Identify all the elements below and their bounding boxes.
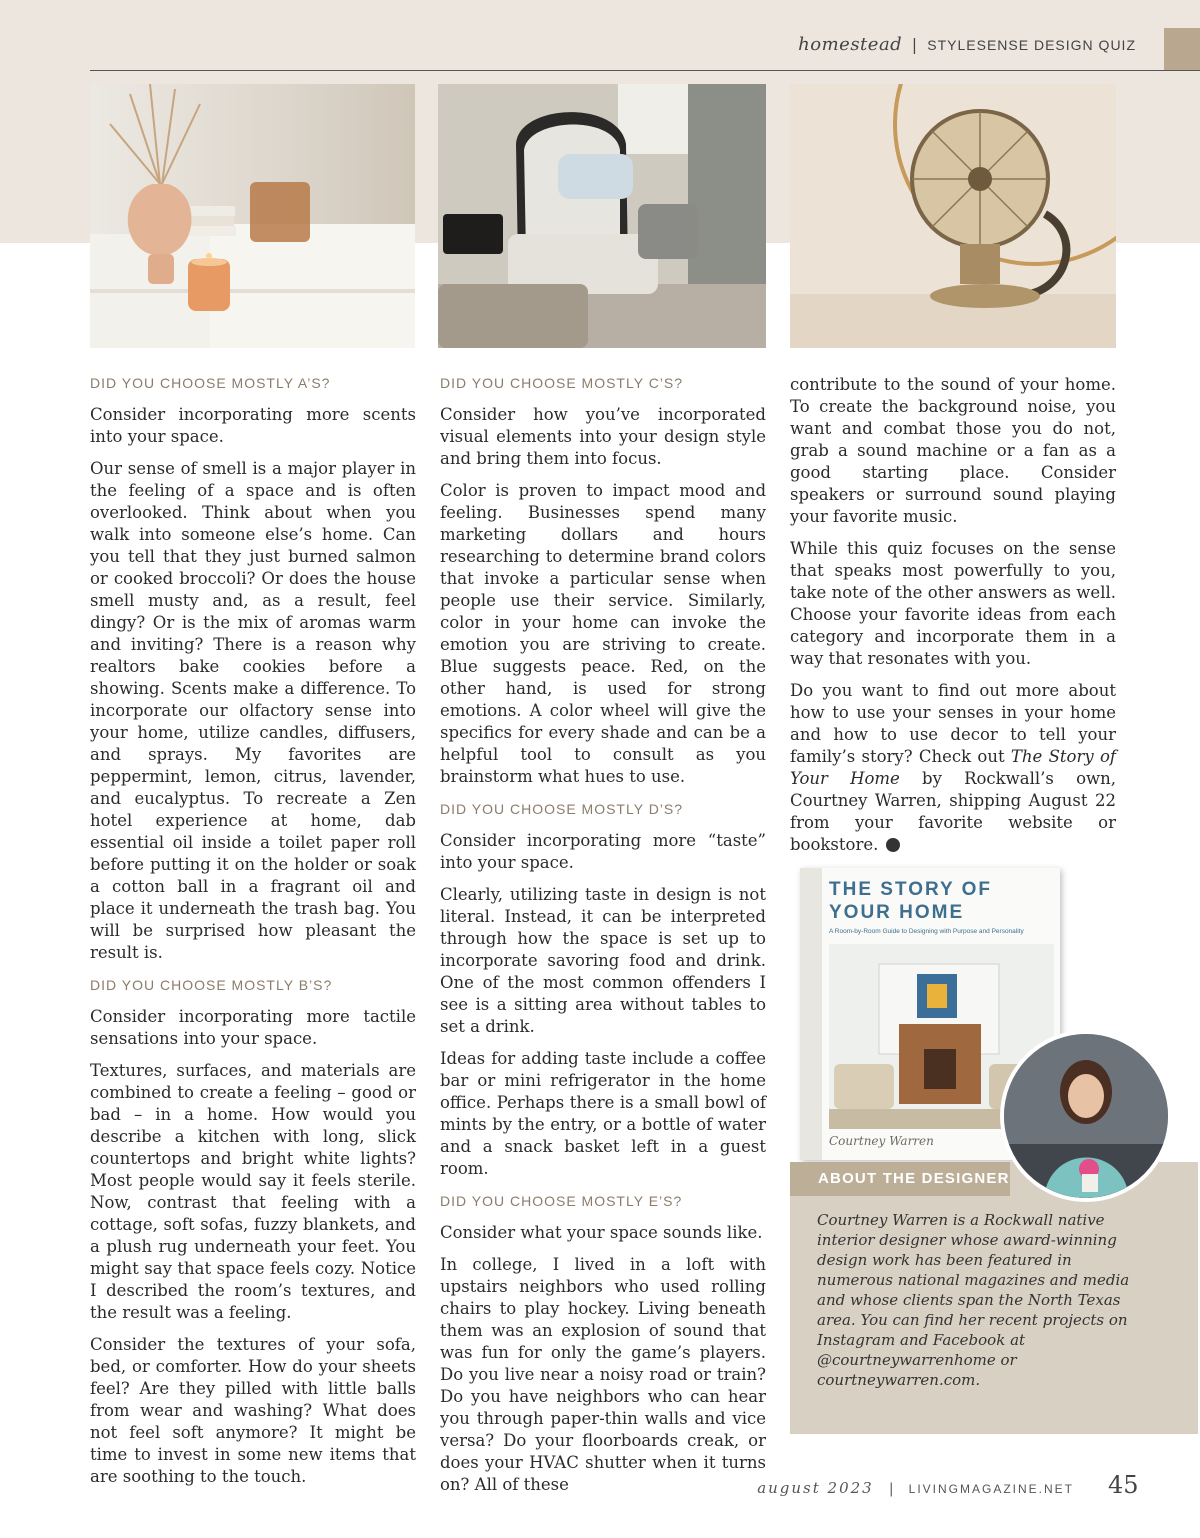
about-designer-label xyxy=(790,1162,1010,1196)
book-cover-author: Courtney Warren xyxy=(829,1134,934,1148)
running-header xyxy=(798,34,1136,55)
column-3 xyxy=(790,374,1116,866)
heading-mostly-d: DID YOU CHOOSE MOSTLY D’S? xyxy=(440,801,684,817)
end-mark-icon xyxy=(886,838,900,852)
paragraph: Consider incorporating more scents into your space. xyxy=(90,405,416,446)
heading-mostly-a: DID YOU CHOOSE MOSTLY A’S? xyxy=(90,375,331,391)
paragraph: In college, I lived in a loft with upstairs neighbors who used rolling chairs to play hockey. Living beneath them was an explosion of sound that was fun for only the game’s players. Do you live near a noisy road or train? Do you have neighbors who can hear you through paper-thin walls and vice versa? Do your floorboards creak, or does your HVAC shutter when it turns on? All of these xyxy=(440,1255,766,1494)
heading-mostly-c: DID YOU CHOOSE MOSTLY C’S? xyxy=(440,375,684,391)
heading-mostly-e: DID YOU CHOOSE MOSTLY E’S? xyxy=(440,1193,683,1209)
header-rule xyxy=(90,70,1200,71)
armchair-photo xyxy=(438,84,766,348)
paragraph: Clearly, utilizing taste in design is not literal. Instead, it can be interpreted through how the space is set up to incorporate savoring food and drink. One of the most common offenders I see is a sitting area without tables to set a drink. xyxy=(440,885,766,1036)
issue-date: august 2023 xyxy=(757,1479,874,1497)
magazine-brand: homestead xyxy=(798,34,903,55)
paragraph: Textures, surfaces, and materials are combined to create a feeling – good or bad – in a home. How would you describe a kitchen with long, slick countertops and bright white lights? Most people would say it feels sterile. Now, contrast that feeling with a cottage, soft sofas, fuzzy blankets, and a plush rug underneath your feet. You might say that space feels cozy. Notice I described the room’s textures, and the result was a feeling. xyxy=(90,1061,416,1322)
header-tab xyxy=(1164,28,1200,70)
paragraph-text: Do you want to find out more about how to use your senses in your home and how to use decor to tell your family’s story? Check out xyxy=(790,681,1116,766)
paragraph: Ideas for adding taste include a coffee bar or mini refrigerator in the home office. Perhaps there is a small bowl of mints by the entry, or a bottle of water and a snack basket left in a guest room. xyxy=(440,1049,766,1178)
paragraph: Consider the textures of your sofa, bed, or comforter. How do your sheets feel? Are they pilled with little balls from wear and washing? What does not feel soft anymore? It might be time to invest in some new items that are soothing to the touch. xyxy=(90,1335,416,1486)
paragraph: Color is proven to impact mood and feeling. Businesses spend many marketing dollars and hours researching to determine brand colors that invoke a particular sense when people use their service. Similarly, color in your home can invoke the emotion you are striving to create. Blue suggests peace. Red, on the other hand, is used for strong emotions. A color wheel will give the specifics for every shade and can be a helpful tool to consult as you brainstorm what hues to use. xyxy=(440,481,766,786)
section-title: STYLESENSE DESIGN QUIZ xyxy=(927,37,1136,53)
book-spine xyxy=(800,868,822,1160)
designer-portrait xyxy=(1000,1030,1172,1202)
column-1 xyxy=(90,372,416,1498)
column-2 xyxy=(440,372,766,1506)
paragraph-text: by Rockwall’s own, Courtney Warren, shipping August 22 from your favorite website or bookstore. xyxy=(790,769,1116,854)
desk-fan-photo xyxy=(790,84,1116,348)
designer-bio: Courtney Warren is a Rockwall native interior designer whose award-winning design work has been featured in numerous national magazines and media and whose clients span the North Texas area. You can find her recent projects on Instagram and Facebook at @courtneywarrenhome or courtneywarren.com. xyxy=(817,1211,1130,1389)
paragraph: Our sense of smell is a major player in the feeling of a space and is often overlooked. Think about when you walk into someone else’s home. Can you tell that they just burned salmon or cooked broccoli? Or does the house smell musty and, as a result, feel dingy? Or is the mix of aromas warm and inviting? There is a reason why realtors bake cookies before a showing. Scents make a difference. To incorporate our olfactory sense into your home, utilize candles, diffusers, and sprays. My favorites are peppermint, lemon, citrus, lavender, and eucalyptus. To recreate a Zen hotel experience at home, dab essential oil inside a toilet paper roll before putting it on the holder or soak a cotton ball in a fragrant oil and place it underneath the trash bag. You will be surprised how pleasant the result is. xyxy=(90,459,416,962)
book-title-reference: The Story of Your Home xyxy=(790,747,1116,788)
about-designer-heading: ABOUT THE DESIGNER xyxy=(818,1170,1010,1187)
paragraph: Consider incorporating more tactile sensations into your space. xyxy=(90,1007,416,1048)
website: LIVINGMAGAZINE.NET xyxy=(908,1482,1074,1496)
page-number: 45 xyxy=(1108,1471,1139,1499)
header-separator: | xyxy=(911,35,918,54)
paragraph: contribute to the sound of your home. To create the background noise, you want and combat those you do not, grab a sound machine or a fan as a good starting place. Consider speakers or surround sound playing your favorite music. xyxy=(790,375,1116,526)
heading-mostly-b: DID YOU CHOOSE MOSTLY B’S? xyxy=(90,977,333,993)
footer-separator: | xyxy=(888,1481,894,1497)
paragraph: Consider what your space sounds like. xyxy=(440,1223,763,1242)
paragraph: While this quiz focuses on the sense that speaks most powerfully to you, take note of the other answers as well. Choose your favorite ideas from each category and incorporate them in a way that resonates with you. xyxy=(790,539,1116,668)
paragraph: Consider incorporating more “taste” into your space. xyxy=(440,831,766,872)
paragraph: Consider how you’ve incorporated visual elements into your design style and bring them into focus. xyxy=(440,405,766,468)
candle-vase-photo xyxy=(90,84,415,348)
book-cover-title: THE STORY OF YOUR HOME xyxy=(829,879,993,923)
book-cover-subtitle: A Room-by-Room Guide to Designing with Purpose and Personality xyxy=(829,928,1024,935)
page-footer xyxy=(757,1478,1074,1497)
paragraph xyxy=(790,680,1116,856)
